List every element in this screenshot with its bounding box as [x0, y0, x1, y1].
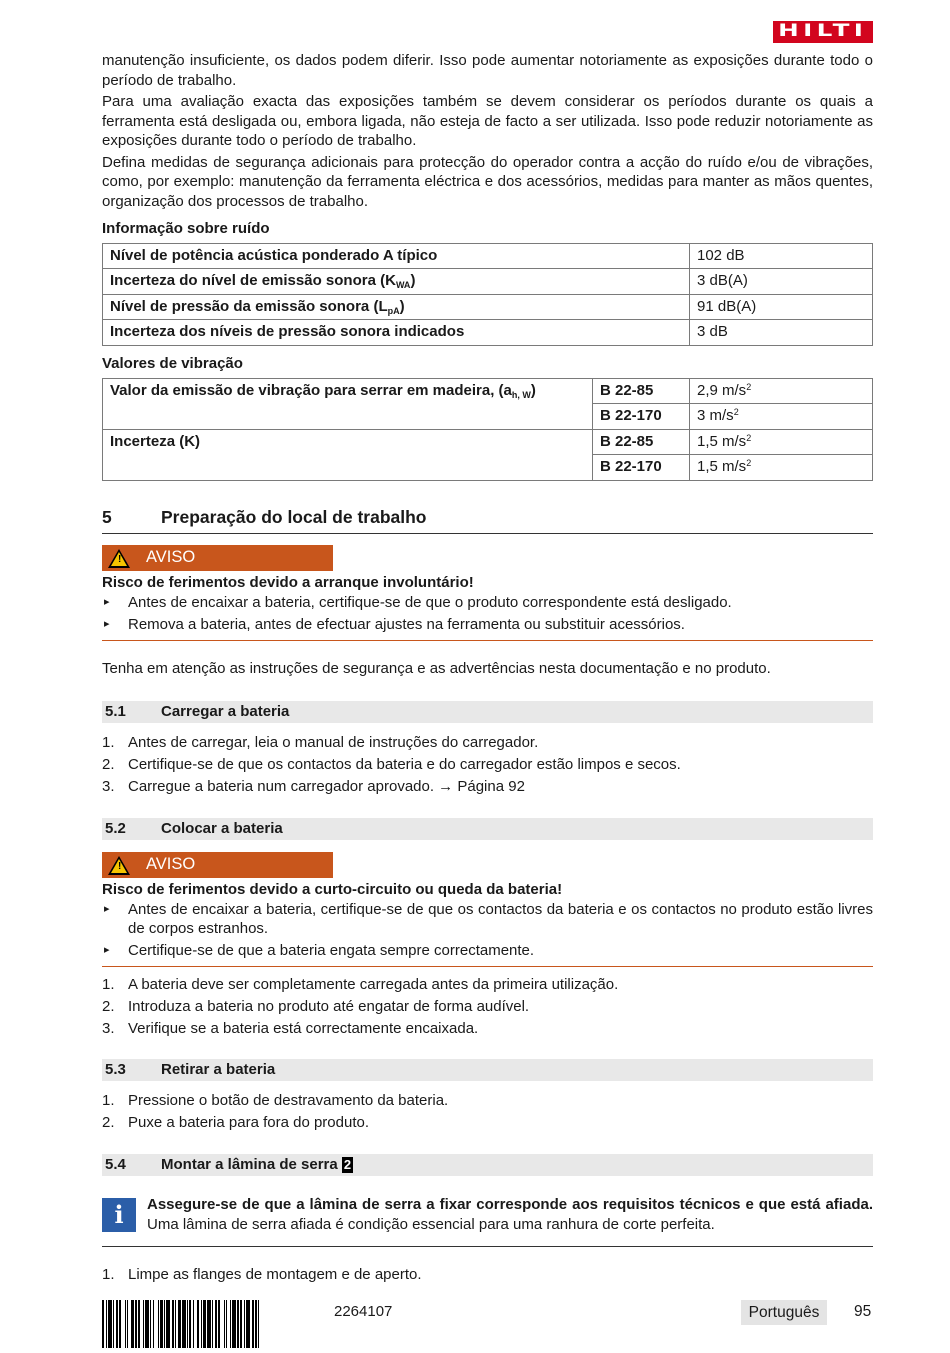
table-cell: Incerteza dos níveis de pressão sonora indicados — [103, 320, 690, 346]
list-item: 1. Pressione o botão de destravamento da bateria. — [102, 1092, 449, 1109]
vibration-table — [102, 378, 873, 481]
table-cell: 91 dB(A) — [690, 294, 873, 320]
table-cell: 102 dB — [690, 243, 873, 269]
page-number: 95 — [854, 1303, 872, 1320]
table-cell: 3 $m/s^2$ — [690, 404, 873, 430]
table-row — [103, 320, 873, 346]
table-cell: B 22-170 — [593, 455, 690, 481]
intro-paragraph: Para uma avaliação exacta das exposições também se devem considerar os períodos durante os quais a ferramenta está desligada ou, embora ligada, não esteja de facto a ser utilizada. Isso pode reduzir notoriamente as exposições durante todo o período de trabalho. — [102, 93, 873, 149]
info-note — [102, 1192, 873, 1247]
safety-note: Tenha em atenção as instruções de segurança e as advertências nesta documentação e no produto. — [102, 660, 771, 677]
table-cell: Valor da emissão de vibração para serrar em madeira, $(a_{h, W})$ — [103, 378, 593, 429]
list-item: ▸ Remova a bateria, antes de efectuar ajustes na ferramenta ou substituir acessórios. — [102, 615, 873, 635]
list-item: ▸ Antes de encaixar a bateria, certifique-se de que os contactos da bateria e os contactos no produto estão livres de corpos estranhos. — [102, 900, 873, 939]
table-cell: 1,5 $m/s^2$ — [690, 455, 873, 481]
table-row — [103, 429, 873, 455]
warning-block — [102, 852, 873, 967]
warning-title: Risco de ferimentos devido a curto-circuito ou queda da bateria! — [102, 881, 563, 898]
subsection-heading: 5.1 Carregar a bateria — [102, 701, 873, 723]
subsection-heading: 5.2 Colocar a bateria — [102, 818, 873, 840]
table-cell: Nível de potência acústica ponderado A típico — [103, 243, 690, 269]
warning-list — [102, 900, 873, 961]
list-item: 3. Verifique se a bateria está correctamente encaixada. — [102, 1020, 479, 1037]
steps-list — [102, 1091, 873, 1135]
table-cell: B 22-85 — [593, 429, 690, 455]
list-item: 1. A bateria deve ser completamente carregada antes da primeira utilização. — [102, 976, 619, 993]
table-cell: Nível de pressão da emissão sonora $(L_{pA})$ — [103, 294, 690, 320]
table-cell: 3 dB(A) — [690, 269, 873, 295]
list-item: 1. Limpe as flanges de montagem e de aperto. — [102, 1266, 422, 1283]
table-cell: Incerteza do nível de emissão sonora $(K_{WA})$ — [103, 269, 690, 295]
language-badge: Português — [741, 1300, 827, 1325]
steps-list — [102, 1265, 873, 1287]
noise-info — [102, 219, 873, 346]
list-item: 2. Puxe a bateria para fora do produto. — [102, 1114, 369, 1131]
page-footer — [102, 1300, 873, 1348]
list-item: ▸ Certifique-se de que a bateria engata sempre correctamente. — [102, 941, 873, 961]
subsection-heading: 5.4 Montar a lâmina de serra 2 — [102, 1154, 873, 1176]
table-row — [103, 243, 873, 269]
info-icon: i — [102, 1198, 136, 1232]
table-cell: Incerteza (K) — [103, 429, 593, 480]
warning-triangle-icon: ! — [108, 856, 130, 875]
table-cell: B 22-85 — [593, 378, 690, 404]
intro-paragraph: Defina medidas de segurança adicionais para protecção do operador contra a acção do ruído e/ou de vibrações, como, por exemplo: manutenção da ferramenta eléctrica e dos acessórios, medidas para manter as mãos quentes, organização dos processos de trabalho. — [102, 153, 873, 210]
list-item: 3. Carregue a bateria num carregador aprovado. → Página 92 — [102, 778, 525, 795]
warning-header: ! AVISO — [102, 545, 333, 571]
intro-paragraph: manutenção insuficiente, os dados podem diferir. Isso pode aumentar notoriamente as exposições durante todo o período de trabalho. — [102, 52, 873, 89]
steps-list — [102, 733, 873, 799]
warning-list — [102, 593, 873, 635]
list-item: 2. Certifique-se de que os contactos da bateria e do carregador estão limpos e secos. — [102, 756, 681, 773]
warning-triangle-icon: ! — [108, 549, 130, 568]
warning-block — [102, 545, 873, 641]
info-text: Assegure-se de que a lâmina de serra a fixar corresponde aos requisitos técnicos e que está afiada. Uma lâmina de serra afiada é condição essencial para uma ranhura de corte perfeita. — [147, 1196, 873, 1233]
table-row — [103, 269, 873, 295]
list-item: 2. Introduza a bateria no produto até engatar de forma audível. — [102, 998, 530, 1015]
steps-list — [102, 975, 873, 1041]
vibration-title: Valores de vibração — [102, 355, 243, 372]
figure-reference: 2 — [343, 1157, 352, 1172]
noise-title: Informação sobre ruído — [102, 220, 270, 237]
list-item: ▸ Antes de encaixar a bateria, certifique-se de que o produto correspondente está desligado. — [102, 593, 873, 613]
table-row — [103, 294, 873, 320]
table-row — [103, 378, 873, 404]
vibration-info — [102, 354, 873, 481]
document-number: 2264107 — [334, 1303, 393, 1320]
table-cell: B 22-170 — [593, 404, 690, 430]
noise-table — [102, 243, 873, 346]
table-cell: 1,5 $m/s^2$ — [690, 429, 873, 455]
subsection-heading: 5.3 Retirar a bateria — [102, 1059, 873, 1081]
hilti-logo: HILTI — [773, 21, 873, 43]
warning-title: Risco de ferimentos devido a arranque involuntário! — [102, 574, 474, 591]
table-cell: 3 dB — [690, 320, 873, 346]
list-item: 1. Antes de carregar, leia o manual de instruções do carregador. — [102, 734, 539, 751]
barcode-icon — [102, 1300, 315, 1348]
warning-header: ! AVISO — [102, 852, 333, 878]
table-cell: 2,9 $m/s^2$ — [690, 378, 873, 404]
section-heading: 5 Preparação do local de trabalho — [102, 508, 873, 534]
intro-text — [102, 51, 873, 213]
